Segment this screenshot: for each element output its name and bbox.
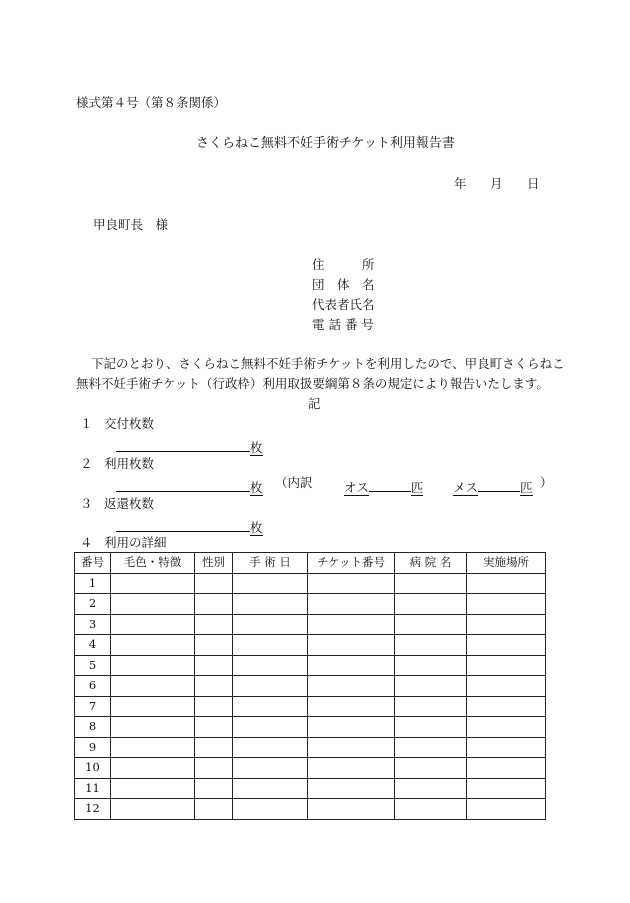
row-number: 9	[75, 737, 111, 758]
section-4-number: ４	[80, 535, 93, 550]
hospital-name-cell[interactable]	[395, 573, 467, 594]
table-row	[75, 573, 546, 594]
address-label: 住 所	[312, 257, 375, 272]
used-count-blank[interactable]	[116, 477, 250, 492]
female-count-blank[interactable]	[478, 477, 520, 492]
ticket-number-cell[interactable]	[308, 676, 395, 697]
table-row	[75, 676, 546, 697]
table-body	[75, 573, 546, 819]
section-3-number: ３	[80, 496, 93, 511]
header-sex: 性別	[195, 553, 233, 574]
returned-count-field[interactable]	[116, 517, 263, 536]
row-number: 11	[75, 778, 111, 799]
sex-cell[interactable]	[195, 614, 233, 635]
hospital-name-cell[interactable]	[395, 799, 467, 820]
location-cell[interactable]	[467, 594, 546, 615]
location-cell[interactable]	[467, 737, 546, 758]
surgery-date-cell[interactable]	[233, 799, 308, 820]
coat-color-cell[interactable]	[111, 573, 195, 594]
hospital-name-cell[interactable]	[395, 635, 467, 656]
coat-color-cell[interactable]	[111, 635, 195, 656]
row-number: 4	[75, 635, 111, 656]
female-label: メス	[453, 480, 479, 495]
row-number: 6	[75, 676, 111, 697]
date-day: 日	[527, 176, 540, 191]
table-row	[75, 758, 546, 779]
table-row	[75, 696, 546, 717]
sex-cell[interactable]	[195, 696, 233, 717]
ticket-number-cell[interactable]	[308, 614, 395, 635]
table-row	[75, 635, 546, 656]
table-row	[75, 778, 546, 799]
female-count-field[interactable]	[453, 477, 533, 496]
surgery-date-cell[interactable]	[233, 614, 308, 635]
male-count-field[interactable]	[344, 477, 423, 496]
coat-color-cell[interactable]	[111, 655, 195, 676]
sex-cell[interactable]	[195, 758, 233, 779]
document-title: さくらねこ無料不妊手術チケット利用報告書	[196, 136, 455, 151]
surgery-date-cell[interactable]	[233, 696, 308, 717]
returned-count-blank[interactable]	[116, 517, 250, 532]
header-number: 番号	[75, 553, 111, 574]
coat-color-cell[interactable]	[111, 799, 195, 820]
surgery-date-cell[interactable]	[233, 635, 308, 656]
table-header-row	[75, 553, 546, 574]
header-hospital-name: 病 院 名	[395, 553, 467, 574]
coat-color-cell[interactable]	[111, 594, 195, 615]
breakdown-open: （内訳	[275, 475, 313, 490]
body-text-line-2: 無料不妊手術チケット（行政枠）利用取扱要綱第８条の規定により報告いたします。	[76, 376, 549, 391]
location-cell[interactable]	[467, 614, 546, 635]
coat-color-cell[interactable]	[111, 676, 195, 697]
sex-cell[interactable]	[195, 594, 233, 615]
location-cell[interactable]	[467, 676, 546, 697]
header-surgery-date: 手 術 日	[233, 553, 308, 574]
addressee: 甲良町長 様	[93, 217, 169, 232]
ticket-number-cell[interactable]	[308, 573, 395, 594]
sex-cell[interactable]	[195, 635, 233, 656]
used-count-field[interactable]	[116, 477, 263, 496]
surgery-date-cell[interactable]	[233, 737, 308, 758]
row-number: 3	[75, 614, 111, 635]
location-cell[interactable]	[467, 635, 546, 656]
section-2-label: 利用枚数	[104, 456, 155, 471]
sex-cell[interactable]	[195, 778, 233, 799]
section-1-label: 交付枚数	[104, 416, 155, 431]
section-4-label: 利用の詳細	[104, 535, 167, 550]
usage-detail-table	[74, 552, 546, 820]
coat-color-cell[interactable]	[111, 737, 195, 758]
sex-cell[interactable]	[195, 799, 233, 820]
location-cell[interactable]	[467, 696, 546, 717]
table-row	[75, 655, 546, 676]
ticket-number-cell[interactable]	[308, 655, 395, 676]
male-count-blank[interactable]	[369, 477, 411, 492]
surgery-date-cell[interactable]	[233, 778, 308, 799]
hospital-name-cell[interactable]	[395, 778, 467, 799]
issued-count-unit: 枚	[250, 440, 263, 455]
date-year: 年	[454, 176, 467, 191]
ticket-number-cell[interactable]	[308, 758, 395, 779]
table-row	[75, 737, 546, 758]
section-2-number: ２	[80, 456, 93, 471]
section-3-label: 返還枚数	[104, 496, 155, 511]
ticket-number-cell[interactable]	[308, 799, 395, 820]
ticket-number-cell[interactable]	[308, 778, 395, 799]
phone-label: 電 話 番 号	[312, 317, 374, 332]
table-row	[75, 717, 546, 738]
coat-color-cell[interactable]	[111, 614, 195, 635]
surgery-date-cell[interactable]	[233, 717, 308, 738]
ticket-number-cell[interactable]	[308, 717, 395, 738]
sex-cell[interactable]	[195, 573, 233, 594]
row-number: 5	[75, 655, 111, 676]
sex-cell[interactable]	[195, 737, 233, 758]
hospital-name-cell[interactable]	[395, 676, 467, 697]
sex-cell[interactable]	[195, 655, 233, 676]
ki-heading: 記	[308, 396, 321, 411]
location-cell[interactable]	[467, 655, 546, 676]
hospital-name-cell[interactable]	[395, 717, 467, 738]
location-cell[interactable]	[467, 573, 546, 594]
location-cell[interactable]	[467, 799, 546, 820]
location-cell[interactable]	[467, 778, 546, 799]
coat-color-cell[interactable]	[111, 717, 195, 738]
row-number: 12	[75, 799, 111, 820]
coat-color-cell[interactable]	[111, 778, 195, 799]
surgery-date-cell[interactable]	[233, 655, 308, 676]
returned-count-unit: 枚	[250, 520, 263, 535]
hospital-name-cell[interactable]	[395, 758, 467, 779]
section-1-number: １	[80, 416, 93, 431]
organization-label: 団 体 名	[312, 277, 375, 292]
breakdown-close: ）	[540, 475, 553, 490]
issued-count-field[interactable]	[116, 437, 263, 456]
row-number: 2	[75, 594, 111, 615]
female-unit: 匹	[520, 480, 533, 495]
ticket-number-cell[interactable]	[308, 737, 395, 758]
header-location: 実施場所	[467, 553, 546, 574]
hospital-name-cell[interactable]	[395, 696, 467, 717]
male-label: オス	[344, 480, 369, 495]
surgery-date-cell[interactable]	[233, 594, 308, 615]
sex-cell[interactable]	[195, 717, 233, 738]
used-count-unit: 枚	[250, 480, 263, 495]
surgery-date-cell[interactable]	[233, 573, 308, 594]
ticket-number-cell[interactable]	[308, 696, 395, 717]
location-cell[interactable]	[467, 717, 546, 738]
table-row	[75, 614, 546, 635]
male-unit: 匹	[410, 480, 424, 495]
surgery-date-cell[interactable]	[233, 758, 308, 779]
coat-color-cell[interactable]	[111, 758, 195, 779]
sex-cell[interactable]	[195, 676, 233, 697]
representative-label: 代表者氏名	[312, 297, 375, 312]
table-row	[75, 799, 546, 820]
table-row	[75, 594, 546, 615]
body-text-line-1: 下記のとおり、さくらねこ無料不妊手術チケットを利用したので、甲良町さくらねこ	[91, 356, 565, 371]
hospital-name-cell[interactable]	[395, 594, 467, 615]
date-month: 月	[490, 176, 503, 191]
ticket-number-cell[interactable]	[308, 635, 395, 656]
row-number: 8	[75, 717, 111, 738]
hospital-name-cell[interactable]	[395, 614, 467, 635]
form-number: 様式第４号（第８条関係）	[76, 95, 227, 110]
hospital-name-cell[interactable]	[395, 655, 467, 676]
surgery-date-cell[interactable]	[233, 676, 308, 697]
location-cell[interactable]	[467, 758, 546, 779]
issued-count-blank[interactable]	[116, 437, 250, 452]
coat-color-cell[interactable]	[111, 696, 195, 717]
header-coat-color: 毛色・特徴	[111, 553, 195, 574]
ticket-number-cell[interactable]	[308, 594, 395, 615]
hospital-name-cell[interactable]	[395, 737, 467, 758]
row-number: 7	[75, 696, 111, 717]
row-number: 1	[75, 573, 111, 594]
header-ticket-number: チケット番号	[308, 553, 395, 574]
row-number: 10	[75, 758, 111, 779]
